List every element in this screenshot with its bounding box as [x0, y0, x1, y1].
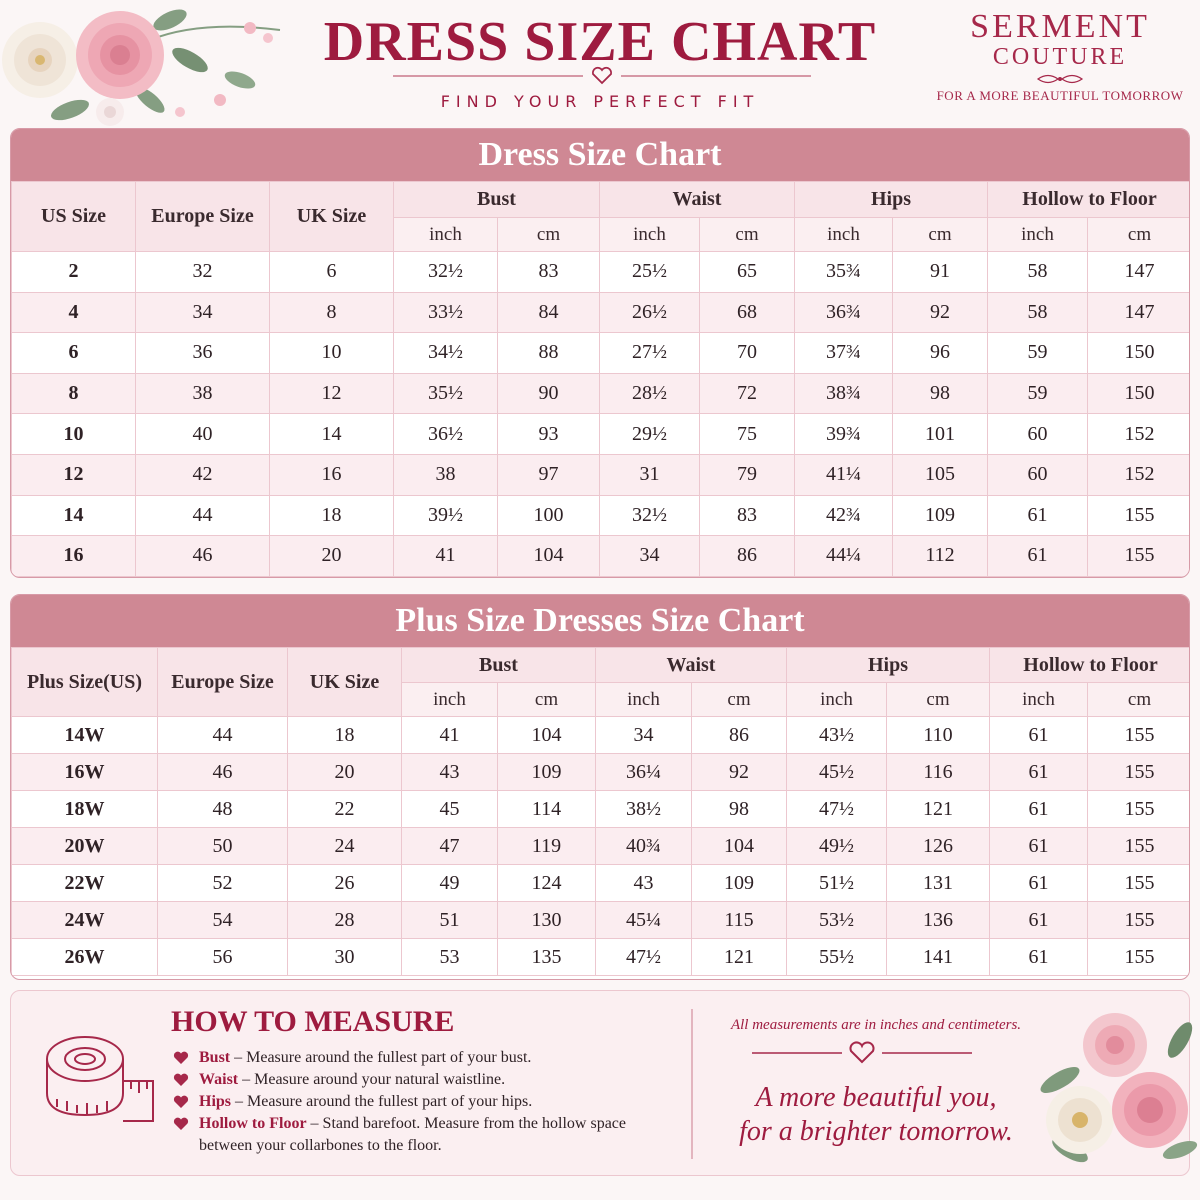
size-cell: 14W [12, 717, 158, 754]
table-cell: 60 [988, 414, 1088, 455]
table-cell: 18 [288, 717, 402, 754]
brand-name: SERMENT [970, 8, 1150, 45]
table-title: Plus Size Dresses Size Chart [11, 595, 1189, 647]
table-cell: 29½ [600, 414, 700, 455]
table-cell: 75 [700, 414, 795, 455]
heart-icon [173, 1117, 189, 1131]
table-row [12, 536, 1191, 577]
table-cell: 28½ [600, 373, 700, 414]
table-cell: 34 [600, 536, 700, 577]
table-cell: 38½ [596, 791, 692, 828]
table-cell: 92 [893, 292, 988, 333]
table-row [12, 717, 1191, 754]
table-cell: 58 [988, 292, 1088, 333]
table-cell: 61 [990, 791, 1088, 828]
table-cell: 27½ [600, 333, 700, 374]
table-cell: 104 [692, 828, 787, 865]
measuring-tape-icon [35, 1021, 165, 1131]
unit-header-inch: inch [795, 218, 893, 252]
table-cell: 46 [136, 536, 270, 577]
table-cell: 33½ [394, 292, 498, 333]
table-cell: 96 [893, 333, 988, 374]
table-cell: 41¼ [795, 454, 893, 495]
size-cell: 22W [12, 865, 158, 902]
table-cell: 98 [692, 791, 787, 828]
brand-subname: COUTURE [992, 44, 1128, 70]
table-cell: 68 [700, 292, 795, 333]
table-cell: 39¾ [795, 414, 893, 455]
unit-header-cm: cm [498, 683, 596, 717]
size-cell: 24W [12, 902, 158, 939]
table-cell: 116 [887, 754, 990, 791]
measure-text: – Measure around the fullest part of your hips. [231, 1093, 533, 1110]
table-cell: 12 [270, 373, 394, 414]
table-cell: 97 [498, 454, 600, 495]
table-cell: 39½ [394, 495, 498, 536]
table-cell: 126 [887, 828, 990, 865]
size-cell: 8 [12, 373, 136, 414]
list-item [171, 1069, 681, 1091]
table-cell: 43½ [787, 717, 887, 754]
table-cell: 61 [988, 495, 1088, 536]
table-cell: 136 [887, 902, 990, 939]
brand-logo [930, 10, 1190, 104]
heart-icon [173, 1095, 189, 1109]
table-cell: 72 [700, 373, 795, 414]
table-cell: 86 [700, 536, 795, 577]
table-cell: 14 [270, 414, 394, 455]
measure-text: – Measure around the fullest part of your bust. [230, 1049, 532, 1066]
table-cell: 40 [136, 414, 270, 455]
table-cell: 10 [270, 333, 394, 374]
table-cell: 130 [498, 902, 596, 939]
table-cell: 112 [893, 536, 988, 577]
table-row [12, 414, 1191, 455]
table-cell: 155 [1088, 902, 1191, 939]
table-cell: 105 [893, 454, 988, 495]
table-cell: 91 [893, 252, 988, 293]
table-cell: 131 [887, 865, 990, 902]
table-cell: 6 [270, 252, 394, 293]
table-cell: 152 [1088, 414, 1191, 455]
table-cell: 36½ [394, 414, 498, 455]
table-cell: 124 [498, 865, 596, 902]
size-cell: 14 [12, 495, 136, 536]
table-cell: 109 [893, 495, 988, 536]
table-cell: 53½ [787, 902, 887, 939]
table-cell: 26½ [600, 292, 700, 333]
heart-divider-icon [742, 1040, 982, 1066]
table-cell: 98 [893, 373, 988, 414]
table-cell: 28 [288, 902, 402, 939]
table-cell: 65 [700, 252, 795, 293]
table-cell: 55½ [787, 939, 887, 976]
unit-header-cm: cm [893, 218, 988, 252]
header [0, 0, 1200, 122]
table-row [12, 939, 1191, 976]
table-cell: 32 [136, 252, 270, 293]
table-cell: 8 [270, 292, 394, 333]
table-cell: 86 [692, 717, 787, 754]
unit-header-inch: inch [787, 683, 887, 717]
how-to-measure-panel [10, 990, 1190, 1176]
table-cell: 121 [692, 939, 787, 976]
measure-term: Hollow to Floor [199, 1115, 307, 1132]
table-cell: 49½ [787, 828, 887, 865]
table-cell: 84 [498, 292, 600, 333]
table-cell: 45¼ [596, 902, 692, 939]
plus-size-table [10, 594, 1190, 980]
table-cell: 18 [270, 495, 394, 536]
table-cell: 20 [270, 536, 394, 577]
brand-tagline: FOR A MORE BEAUTIFUL TOMORROW [936, 88, 1184, 103]
dress-size-table [10, 128, 1190, 578]
column-header-hollow-to-floor: Hollow to Floor [990, 648, 1191, 683]
table-row [12, 791, 1191, 828]
unit-header-inch: inch [988, 218, 1088, 252]
table-cell: 32½ [394, 252, 498, 293]
size-cell: 18W [12, 791, 158, 828]
table-cell: 155 [1088, 865, 1191, 902]
table-cell: 121 [887, 791, 990, 828]
table-cell: 42¾ [795, 495, 893, 536]
page-title: DRESS SIZE CHART [323, 11, 877, 73]
table-cell: 61 [988, 536, 1088, 577]
table-cell: 35¾ [795, 252, 893, 293]
column-header-europe-size: Europe Size [136, 182, 270, 252]
measure-text: – Stand barefoot. Measure from the hollow space between your collarbones to the floor. [199, 1115, 627, 1154]
slogan [701, 1081, 1051, 1149]
table-cell: 100 [498, 495, 600, 536]
table-cell: 92 [692, 754, 787, 791]
table-cell: 35½ [394, 373, 498, 414]
table-cell: 61 [990, 902, 1088, 939]
table-cell: 56 [158, 939, 288, 976]
list-item [171, 1047, 681, 1069]
table-cell: 46 [158, 754, 288, 791]
table-row [12, 828, 1191, 865]
table-cell: 104 [498, 536, 600, 577]
table-cell: 90 [498, 373, 600, 414]
table-cell: 59 [988, 373, 1088, 414]
table-row [12, 754, 1191, 791]
table-cell: 155 [1088, 495, 1191, 536]
measure-text: – Measure around your natural waistline. [238, 1071, 506, 1088]
column-header-uk-size: UK Size [270, 182, 394, 252]
unit-header-cm: cm [1088, 218, 1191, 252]
column-header-bust: Bust [402, 648, 596, 683]
table-cell: 47½ [787, 791, 887, 828]
unit-header-inch: inch [990, 683, 1088, 717]
table-cell: 42 [136, 454, 270, 495]
table-cell: 26 [288, 865, 402, 902]
table-cell: 43 [596, 865, 692, 902]
size-cell: 16 [12, 536, 136, 577]
unit-header-inch: inch [402, 683, 498, 717]
size-cell: 12 [12, 454, 136, 495]
column-header-hollow-to-floor: Hollow to Floor [988, 182, 1191, 218]
slogan-line-2: for a brighter tomorrow. [739, 1116, 1013, 1147]
table-cell: 61 [990, 865, 1088, 902]
table-cell: 104 [498, 717, 596, 754]
table-cell: 38¾ [795, 373, 893, 414]
table-cell: 38 [136, 373, 270, 414]
table-cell: 45 [402, 791, 498, 828]
table-cell: 155 [1088, 717, 1191, 754]
measure-instructions [171, 1047, 681, 1157]
table-cell: 51 [402, 902, 498, 939]
table-cell: 34½ [394, 333, 498, 374]
unit-header-inch: inch [600, 218, 700, 252]
table-row [12, 252, 1191, 293]
ornament-icon [1030, 72, 1090, 86]
table-cell: 34 [596, 717, 692, 754]
table-cell: 61 [990, 939, 1088, 976]
table-cell: 53 [402, 939, 498, 976]
table-cell: 36¼ [596, 754, 692, 791]
heart-divider-icon [393, 66, 811, 86]
table-cell: 44 [136, 495, 270, 536]
table-cell: 16 [270, 454, 394, 495]
page-subtitle: FIND YOUR PERFECT FIT [440, 92, 760, 111]
table-row [12, 902, 1191, 939]
list-item [171, 1113, 681, 1157]
size-cell: 6 [12, 333, 136, 374]
table-cell: 50 [158, 828, 288, 865]
table-cell: 34 [136, 292, 270, 333]
unit-header-cm: cm [498, 218, 600, 252]
table-cell: 47½ [596, 939, 692, 976]
table-cell: 61 [990, 828, 1088, 865]
table-cell: 155 [1088, 828, 1191, 865]
table-cell: 155 [1088, 791, 1191, 828]
measure-term: Hips [199, 1093, 232, 1110]
size-cell: 20W [12, 828, 158, 865]
table-cell: 155 [1088, 939, 1191, 976]
table-cell: 37¾ [795, 333, 893, 374]
table-cell: 155 [1088, 536, 1191, 577]
table-cell: 141 [887, 939, 990, 976]
table-cell: 41 [402, 717, 498, 754]
table-cell: 44¼ [795, 536, 893, 577]
table-cell: 54 [158, 902, 288, 939]
column-header-bust: Bust [394, 182, 600, 218]
vertical-divider [691, 1009, 693, 1159]
column-header-hips: Hips [787, 648, 990, 683]
table-row [12, 865, 1191, 902]
table-cell: 147 [1088, 252, 1191, 293]
slogan-line-1: A more beautiful you, [755, 1082, 997, 1113]
table-cell: 110 [887, 717, 990, 754]
how-to-measure-title: HOW TO MEASURE [171, 1005, 455, 1038]
table-cell: 70 [700, 333, 795, 374]
table-title: Dress Size Chart [11, 129, 1189, 181]
unit-header-cm: cm [700, 218, 795, 252]
table-cell: 41 [394, 536, 498, 577]
table-cell: 58 [988, 252, 1088, 293]
table-row [12, 333, 1191, 374]
table-cell: 24 [288, 828, 402, 865]
table-cell: 43 [402, 754, 498, 791]
table-cell: 38 [394, 454, 498, 495]
table-cell: 61 [990, 754, 1088, 791]
table-cell: 109 [498, 754, 596, 791]
unit-header-cm: cm [887, 683, 990, 717]
column-header-waist: Waist [600, 182, 795, 218]
table-cell: 60 [988, 454, 1088, 495]
table-cell: 40¾ [596, 828, 692, 865]
table-row [12, 495, 1191, 536]
table-cell: 59 [988, 333, 1088, 374]
unit-header-cm: cm [692, 683, 787, 717]
table-cell: 93 [498, 414, 600, 455]
table-row [12, 373, 1191, 414]
column-header-uk-size: UK Size [288, 648, 402, 717]
table-cell: 152 [1088, 454, 1191, 495]
unit-header-cm: cm [1088, 683, 1191, 717]
floral-corner-icon [1030, 1000, 1200, 1180]
table-cell: 147 [1088, 292, 1191, 333]
table-body [12, 252, 1191, 577]
floral-corner-icon [0, 0, 300, 130]
table-cell: 22 [288, 791, 402, 828]
unit-header-inch: inch [596, 683, 692, 717]
table-cell: 88 [498, 333, 600, 374]
table-cell: 30 [288, 939, 402, 976]
table-cell: 115 [692, 902, 787, 939]
table-cell: 150 [1088, 333, 1191, 374]
column-header-us-size: US Size [12, 182, 136, 252]
list-item [171, 1091, 681, 1113]
table-cell: 48 [158, 791, 288, 828]
measurement-note: All measurements are in inches and centimeters. [730, 1017, 1022, 1033]
column-header-plus-size: Plus Size(US) [12, 648, 158, 717]
table-row [12, 454, 1191, 495]
size-cell: 2 [12, 252, 136, 293]
table-cell: 32½ [600, 495, 700, 536]
table-cell: 49 [402, 865, 498, 902]
table-cell: 114 [498, 791, 596, 828]
heart-icon [173, 1073, 189, 1087]
table-cell: 36 [136, 333, 270, 374]
measure-term: Waist [199, 1071, 239, 1088]
table-cell: 25½ [600, 252, 700, 293]
table-cell: 83 [498, 252, 600, 293]
size-cell: 16W [12, 754, 158, 791]
table-cell: 135 [498, 939, 596, 976]
table-cell: 51½ [787, 865, 887, 902]
table-body [12, 717, 1191, 976]
column-header-europe-size: Europe Size [158, 648, 288, 717]
table-cell: 119 [498, 828, 596, 865]
table-cell: 61 [990, 717, 1088, 754]
table-cell: 36¾ [795, 292, 893, 333]
measure-term: Bust [199, 1049, 231, 1066]
column-header-hips: Hips [795, 182, 988, 218]
table-cell: 31 [600, 454, 700, 495]
size-cell: 26W [12, 939, 158, 976]
heart-icon [173, 1051, 189, 1065]
table-row [12, 292, 1191, 333]
table-cell: 101 [893, 414, 988, 455]
table-cell: 52 [158, 865, 288, 902]
table-cell: 20 [288, 754, 402, 791]
column-header-waist: Waist [596, 648, 787, 683]
table-cell: 109 [692, 865, 787, 902]
table-cell: 79 [700, 454, 795, 495]
size-cell: 10 [12, 414, 136, 455]
table-cell: 47 [402, 828, 498, 865]
table-cell: 45½ [787, 754, 887, 791]
size-cell: 4 [12, 292, 136, 333]
table-cell: 83 [700, 495, 795, 536]
unit-header-inch: inch [394, 218, 498, 252]
table-cell: 44 [158, 717, 288, 754]
table-cell: 150 [1088, 373, 1191, 414]
table-cell: 155 [1088, 754, 1191, 791]
